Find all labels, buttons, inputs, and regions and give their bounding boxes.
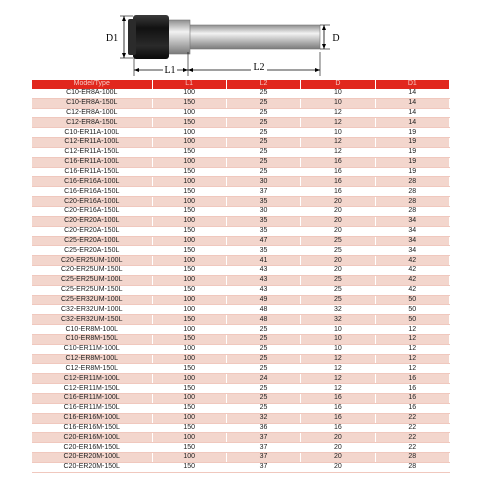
l2-label: L2: [253, 62, 265, 73]
cell-d1: 14: [375, 98, 449, 108]
cell-l1: 100: [152, 394, 226, 404]
cell-d1: 14: [375, 108, 449, 118]
shank: [188, 25, 320, 49]
cell-d1: 19: [375, 167, 449, 177]
cell-l1: 150: [152, 334, 226, 344]
cell-model: C16-ER11A-150L: [32, 167, 152, 177]
header-d1: D1: [375, 80, 449, 89]
cell-l2: 48: [226, 305, 300, 315]
cell-d: 12: [301, 354, 375, 364]
table-row: [32, 453, 450, 463]
cell-l2: 37: [226, 443, 300, 453]
table-row: [32, 128, 450, 138]
header-model: Model/Type: [32, 80, 152, 89]
cell-d: 25: [301, 285, 375, 295]
cell-l2: 43: [226, 266, 300, 276]
cell-l2: 25: [226, 108, 300, 118]
cell-model: C12-ER8M-100L: [32, 354, 152, 364]
cell-l2: 32: [226, 413, 300, 423]
cell-d: 16: [301, 187, 375, 197]
cell-d1: 12: [375, 334, 449, 344]
cell-l2: 24: [226, 374, 300, 384]
cell-d: 25: [301, 246, 375, 256]
cell-l2: 25: [226, 138, 300, 148]
cell-l1: 100: [152, 453, 226, 463]
table-row: [32, 334, 450, 344]
cell-model: C16-ER11M-100L: [32, 394, 152, 404]
cell-l1: 100: [152, 344, 226, 354]
cell-d: 16: [301, 394, 375, 404]
cell-d1: 42: [375, 256, 449, 266]
cell-d: 20: [301, 443, 375, 453]
cell-model: C20-ER25UM-150L: [32, 266, 152, 276]
cell-d1: 22: [375, 413, 449, 423]
cell-d1: 50: [375, 305, 449, 315]
cell-model: C20-ER25UM-100L: [32, 256, 152, 266]
header-d: D: [301, 80, 375, 89]
table-row: [32, 413, 450, 423]
cell-d: 12: [301, 374, 375, 384]
table-row: [32, 305, 450, 315]
cell-l1: 100: [152, 295, 226, 305]
cell-d: 25: [301, 275, 375, 285]
header-l2: L2: [226, 80, 300, 89]
holder-body: [166, 20, 190, 54]
table-row: [32, 394, 450, 404]
d-label: D: [332, 33, 340, 44]
cell-l1: 150: [152, 98, 226, 108]
cell-model: C12-ER11M-150L: [32, 384, 152, 394]
cell-d: 32: [301, 305, 375, 315]
cell-d1: 14: [375, 118, 449, 128]
table-row: [32, 226, 450, 236]
cell-l2: 25: [226, 334, 300, 344]
cell-model: C20-ER16A-100L: [32, 197, 152, 207]
table-row: [32, 216, 450, 226]
table-row: [32, 354, 450, 364]
cell-l1: 150: [152, 118, 226, 128]
cell-model: C20-ER16M-100L: [32, 433, 152, 443]
cell-model: C32-ER32UM-100L: [32, 305, 152, 315]
collet-nut: [133, 15, 169, 59]
cell-model: C16-ER11A-100L: [32, 157, 152, 167]
table-row: [32, 236, 450, 246]
cell-model: C12-ER8A-150L: [32, 118, 152, 128]
cell-d1: 34: [375, 236, 449, 246]
table-row: [32, 206, 450, 216]
cell-l2: 25: [226, 394, 300, 404]
table-row: [32, 295, 450, 305]
cell-l1: 100: [152, 197, 226, 207]
cell-model: C20-ER20A-150L: [32, 226, 152, 236]
cell-d1: 12: [375, 354, 449, 364]
cell-l1: 150: [152, 147, 226, 157]
cell-l1: 100: [152, 433, 226, 443]
cell-d1: 28: [375, 197, 449, 207]
cell-model: C12-ER11A-100L: [32, 138, 152, 148]
cell-d: 16: [301, 423, 375, 433]
cell-d1: 22: [375, 423, 449, 433]
cell-d: 20: [301, 216, 375, 226]
cell-d1: 28: [375, 462, 449, 472]
cell-l2: 48: [226, 315, 300, 325]
nut-face: [128, 19, 136, 55]
cell-d1: 50: [375, 295, 449, 305]
cell-model: C32-ER32UM-150L: [32, 315, 152, 325]
cell-d: 20: [301, 462, 375, 472]
cell-l2: 25: [226, 403, 300, 413]
cell-model: C25-ER25UM-150L: [32, 285, 152, 295]
cell-d: 10: [301, 98, 375, 108]
cell-d: 12: [301, 138, 375, 148]
cell-l1: 150: [152, 384, 226, 394]
cell-d: 16: [301, 403, 375, 413]
cell-d1: 42: [375, 266, 449, 276]
cell-d: 16: [301, 167, 375, 177]
cell-d: 20: [301, 197, 375, 207]
cell-d: 12: [301, 384, 375, 394]
cell-l1: 150: [152, 266, 226, 276]
cell-l1: 150: [152, 423, 226, 433]
cell-d1: 12: [375, 325, 449, 335]
cell-l1: 150: [152, 226, 226, 236]
cell-l2: 30: [226, 206, 300, 216]
table-row: [32, 266, 450, 276]
cell-l2: 30: [226, 177, 300, 187]
cell-d1: 19: [375, 147, 449, 157]
cell-l2: 25: [226, 364, 300, 374]
cell-model: C12-ER8M-150L: [32, 364, 152, 374]
cell-l1: 100: [152, 157, 226, 167]
cell-l1: 150: [152, 246, 226, 256]
cell-d: 16: [301, 157, 375, 167]
spec-table: [32, 80, 450, 473]
cell-l1: 100: [152, 256, 226, 266]
table-row: [32, 423, 450, 433]
cell-l1: 100: [152, 236, 226, 246]
cell-l2: 36: [226, 423, 300, 433]
cell-l1: 100: [152, 325, 226, 335]
cell-d1: 16: [375, 403, 449, 413]
cell-d1: 22: [375, 443, 449, 453]
cell-model: C12-ER11A-150L: [32, 147, 152, 157]
table-header-row: [32, 80, 450, 89]
cell-l1: 100: [152, 108, 226, 118]
table-row: [32, 285, 450, 295]
cell-d1: 22: [375, 433, 449, 443]
cell-d: 16: [301, 177, 375, 187]
cell-l2: 37: [226, 462, 300, 472]
cell-d: 20: [301, 433, 375, 443]
table-row: [32, 462, 450, 472]
cell-l1: 150: [152, 187, 226, 197]
cell-model: C16-ER16A-100L: [32, 177, 152, 187]
header-l1: L1: [152, 80, 226, 89]
cell-l2: 25: [226, 384, 300, 394]
cell-l1: 150: [152, 364, 226, 374]
table-row: [32, 384, 450, 394]
cell-l1: 100: [152, 138, 226, 148]
cell-l2: 35: [226, 197, 300, 207]
cell-l2: 25: [226, 89, 300, 98]
cell-model: C16-ER11M-150L: [32, 403, 152, 413]
table-row: [32, 315, 450, 325]
table-row: [32, 344, 450, 354]
cell-d: 25: [301, 236, 375, 246]
cell-d1: 28: [375, 206, 449, 216]
table-row: [32, 197, 450, 207]
cell-d1: 34: [375, 216, 449, 226]
cell-l2: 25: [226, 128, 300, 138]
cell-d: 10: [301, 334, 375, 344]
cell-d1: 16: [375, 384, 449, 394]
cell-d1: 19: [375, 128, 449, 138]
cell-model: C10-ER11A-100L: [32, 128, 152, 138]
cell-l2: 35: [226, 226, 300, 236]
cell-model: C25-ER20A-150L: [32, 246, 152, 256]
cell-l1: 100: [152, 216, 226, 226]
cell-model: C25-ER32UM-100L: [32, 295, 152, 305]
cell-d1: 12: [375, 364, 449, 374]
table-row: [32, 177, 450, 187]
cell-model: C20-ER20A-100L: [32, 216, 152, 226]
cell-d1: 16: [375, 374, 449, 384]
cell-model: C20-ER20M-150L: [32, 462, 152, 472]
table-row: [32, 275, 450, 285]
cell-d1: 42: [375, 275, 449, 285]
cell-d: 20: [301, 206, 375, 216]
table-row: [32, 157, 450, 167]
table-row: [32, 443, 450, 453]
cell-l1: 150: [152, 462, 226, 472]
cell-l2: 25: [226, 325, 300, 335]
cell-d1: 50: [375, 315, 449, 325]
table-row: [32, 98, 450, 108]
cell-model: C20-ER20M-100L: [32, 453, 152, 463]
cell-d1: 34: [375, 246, 449, 256]
cell-d1: 42: [375, 285, 449, 295]
cell-model: C16-ER16M-100L: [32, 413, 152, 423]
cell-l2: 25: [226, 118, 300, 128]
cell-d1: 16: [375, 394, 449, 404]
cell-l2: 43: [226, 285, 300, 295]
cell-l2: 35: [226, 246, 300, 256]
cell-l1: 100: [152, 275, 226, 285]
cell-d1: 34: [375, 226, 449, 236]
cell-l2: 37: [226, 433, 300, 443]
cell-l1: 100: [152, 413, 226, 423]
table-row: [32, 89, 450, 98]
cell-model: C16-ER16M-150L: [32, 423, 152, 433]
table-row: [32, 433, 450, 443]
cell-d: 12: [301, 108, 375, 118]
cell-d: 12: [301, 364, 375, 374]
table-row: [32, 187, 450, 197]
cell-d: 12: [301, 147, 375, 157]
cell-d: 25: [301, 295, 375, 305]
cell-model: C20-ER16A-150L: [32, 206, 152, 216]
cell-d1: 28: [375, 177, 449, 187]
cell-l2: 37: [226, 453, 300, 463]
cell-d: 10: [301, 128, 375, 138]
table-row: [32, 325, 450, 335]
cell-d: 20: [301, 256, 375, 266]
cell-model: C10-ER8M-150L: [32, 334, 152, 344]
table-row: [32, 138, 450, 148]
cell-model: C10-ER11M-100L: [32, 344, 152, 354]
table-row: [32, 118, 450, 128]
cell-l1: 100: [152, 374, 226, 384]
cell-l2: 25: [226, 167, 300, 177]
cell-model: C10-ER8A-150L: [32, 98, 152, 108]
cell-d: 12: [301, 118, 375, 128]
cell-model: C20-ER16M-150L: [32, 443, 152, 453]
table-row: [32, 167, 450, 177]
cell-d: 10: [301, 344, 375, 354]
l1-label: L1: [164, 65, 176, 76]
cell-l1: 150: [152, 403, 226, 413]
cell-l2: 25: [226, 344, 300, 354]
cell-model: C25-ER20A-100L: [32, 236, 152, 246]
table-row: [32, 108, 450, 118]
cell-l1: 100: [152, 177, 226, 187]
cell-d: 20: [301, 266, 375, 276]
cell-model: C12-ER8A-100L: [32, 108, 152, 118]
table-row: [32, 364, 450, 374]
cell-l2: 35: [226, 216, 300, 226]
cell-model: C25-ER25UM-100L: [32, 275, 152, 285]
cell-l2: 47: [226, 236, 300, 246]
cell-d1: 28: [375, 453, 449, 463]
cell-d: 20: [301, 453, 375, 463]
cell-d1: 19: [375, 157, 449, 167]
cell-l1: 150: [152, 315, 226, 325]
cell-l2: 43: [226, 275, 300, 285]
table-row: [32, 374, 450, 384]
cell-d: 32: [301, 315, 375, 325]
cell-model: C12-ER11M-100L: [32, 374, 152, 384]
cell-d: 16: [301, 413, 375, 423]
table-row: [32, 403, 450, 413]
cell-l1: 100: [152, 354, 226, 364]
cell-l1: 150: [152, 285, 226, 295]
cell-l1: 150: [152, 167, 226, 177]
cell-l2: 25: [226, 147, 300, 157]
cell-l2: 49: [226, 295, 300, 305]
cell-l1: 150: [152, 443, 226, 453]
cell-l2: 25: [226, 98, 300, 108]
cell-d: 10: [301, 325, 375, 335]
table-body: [32, 89, 450, 472]
cell-l2: 25: [226, 354, 300, 364]
collet-chuck-diagram: [0, 0, 480, 80]
cell-l2: 41: [226, 256, 300, 266]
cell-l2: 37: [226, 187, 300, 197]
cell-l1: 100: [152, 128, 226, 138]
cell-l1: 150: [152, 206, 226, 216]
cell-d1: 14: [375, 89, 449, 98]
table-row: [32, 147, 450, 157]
cell-l2: 25: [226, 157, 300, 167]
table-row: [32, 246, 450, 256]
cell-model: C10-ER8M-100L: [32, 325, 152, 335]
cell-d: 20: [301, 226, 375, 236]
table-row: [32, 256, 450, 266]
d1-label: D1: [105, 33, 119, 44]
cell-model: C10-ER8A-100L: [32, 89, 152, 98]
cell-d1: 12: [375, 344, 449, 354]
cell-l1: 100: [152, 89, 226, 98]
cell-d: 10: [301, 89, 375, 98]
cell-model: C16-ER16A-150L: [32, 187, 152, 197]
cell-l1: 100: [152, 305, 226, 315]
cell-d1: 19: [375, 138, 449, 148]
cell-d1: 28: [375, 187, 449, 197]
